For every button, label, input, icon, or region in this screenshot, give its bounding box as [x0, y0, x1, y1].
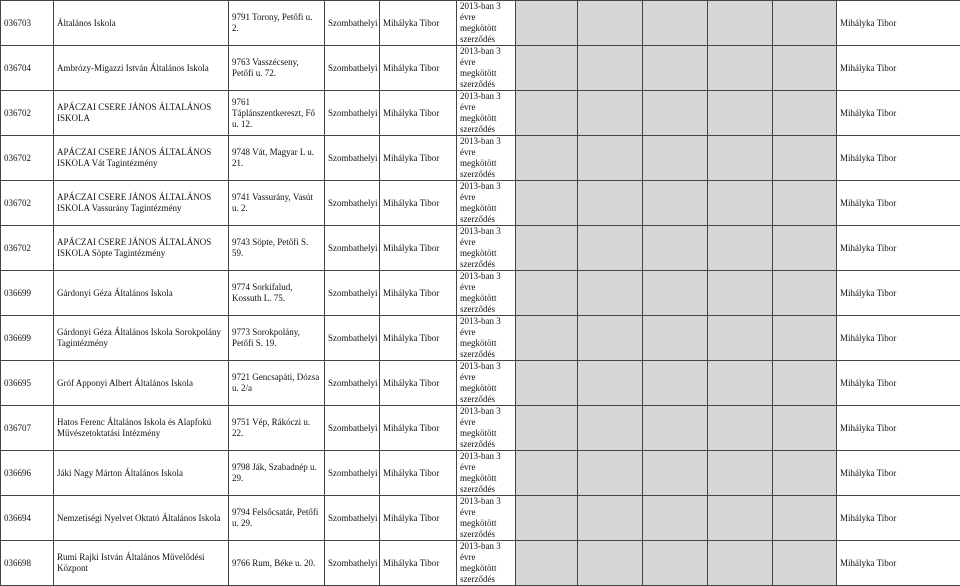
responsible-person-cell: Mihályka Tibor: [837, 226, 960, 271]
district-cell: Szombathelyi: [325, 91, 380, 136]
school-name-cell: Gárdonyi Géza Általános Iskola: [54, 271, 229, 316]
contract-cell: 2013-ban 3 évre megkötött szerződés: [457, 316, 516, 361]
table-row: [1, 226, 960, 271]
contact-person-cell: Mihályka Tibor: [380, 226, 457, 271]
contact-person-cell: Mihályka Tibor: [380, 496, 457, 541]
responsible-person-cell: Mihályka Tibor: [837, 361, 960, 406]
empty-shaded-cell: [578, 496, 643, 541]
empty-shaded-cell: [708, 1, 773, 46]
empty-shaded-cell: [643, 226, 708, 271]
empty-shaded-cell: [643, 91, 708, 136]
district-cell: Szombathelyi: [325, 361, 380, 406]
empty-shaded-cell: [516, 1, 578, 46]
empty-shaded-cell: [516, 316, 578, 361]
contact-person-cell: Mihályka Tibor: [380, 451, 457, 496]
address-cell: 9721 Gencsapáti, Dózsa u. 2/a: [229, 361, 325, 406]
address-cell: 9763 Vasszécseny, Petőfi u. 72.: [229, 46, 325, 91]
responsible-person-cell: Mihályka Tibor: [837, 136, 960, 181]
school-id-cell: 036703: [1, 1, 54, 46]
responsible-person-cell: Mihályka Tibor: [837, 496, 960, 541]
school-name-cell: Jáki Nagy Márton Általános Iskola: [54, 451, 229, 496]
contract-cell: 2013-ban 3 évre megkötött szerződés: [457, 46, 516, 91]
contact-person-cell: Mihályka Tibor: [380, 91, 457, 136]
district-cell: Szombathelyi: [325, 136, 380, 181]
empty-shaded-cell: [516, 541, 578, 586]
school-name-cell: Rumi Rajki István Általános Művelődési Központ: [54, 541, 229, 586]
table-row: [1, 496, 960, 541]
address-cell: 9761 Táplánszentkereszt, Fő u. 12.: [229, 91, 325, 136]
school-id-cell: 036707: [1, 406, 54, 451]
school-name-cell: APÁCZAI CSERE JÁNOS ÁLTALÁNOS ISKOLA: [54, 91, 229, 136]
address-cell: 9774 Sorkifalud, Kossuth L. 75.: [229, 271, 325, 316]
empty-shaded-cell: [773, 316, 837, 361]
empty-shaded-cell: [708, 226, 773, 271]
school-name-cell: Nemzetiségi Nyelvet Oktató Általános Iskola: [54, 496, 229, 541]
empty-shaded-cell: [643, 406, 708, 451]
responsible-person-cell: Mihályka Tibor: [837, 406, 960, 451]
empty-shaded-cell: [708, 406, 773, 451]
empty-shaded-cell: [773, 226, 837, 271]
table-row: [1, 91, 960, 136]
table-row: [1, 316, 960, 361]
school-id-cell: 036702: [1, 136, 54, 181]
district-cell: Szombathelyi: [325, 271, 380, 316]
empty-shaded-cell: [708, 496, 773, 541]
contact-person-cell: Mihályka Tibor: [380, 271, 457, 316]
empty-shaded-cell: [643, 181, 708, 226]
empty-shaded-cell: [578, 46, 643, 91]
empty-shaded-cell: [516, 271, 578, 316]
empty-shaded-cell: [643, 271, 708, 316]
empty-shaded-cell: [708, 451, 773, 496]
empty-shaded-cell: [773, 181, 837, 226]
responsible-person-cell: Mihályka Tibor: [837, 181, 960, 226]
empty-shaded-cell: [773, 406, 837, 451]
responsible-person-cell: Mihályka Tibor: [837, 316, 960, 361]
responsible-person-cell: Mihályka Tibor: [837, 46, 960, 91]
school-name-cell: APÁCZAI CSERE JÁNOS ÁLTALÁNOS ISKOLA Vát Tagintézmény: [54, 136, 229, 181]
empty-shaded-cell: [516, 91, 578, 136]
empty-shaded-cell: [773, 46, 837, 91]
empty-shaded-cell: [708, 46, 773, 91]
table-row: [1, 181, 960, 226]
table-row: [1, 46, 960, 91]
empty-shaded-cell: [773, 136, 837, 181]
responsible-person-cell: Mihályka Tibor: [837, 541, 960, 586]
empty-shaded-cell: [773, 1, 837, 46]
school-id-cell: 036695: [1, 361, 54, 406]
empty-shaded-cell: [516, 46, 578, 91]
address-cell: 9773 Sorokpolány, Petőfi S. 19.: [229, 316, 325, 361]
table-row: [1, 541, 960, 586]
empty-shaded-cell: [643, 136, 708, 181]
district-cell: Szombathelyi: [325, 181, 380, 226]
empty-shaded-cell: [708, 316, 773, 361]
address-cell: 9748 Vát, Magyar L u. 21.: [229, 136, 325, 181]
responsible-person-cell: Mihályka Tibor: [837, 451, 960, 496]
district-cell: Szombathelyi: [325, 316, 380, 361]
empty-shaded-cell: [643, 496, 708, 541]
contact-person-cell: Mihályka Tibor: [380, 361, 457, 406]
empty-shaded-cell: [578, 181, 643, 226]
contact-person-cell: Mihályka Tibor: [380, 541, 457, 586]
school-name-cell: Hatos Ferenc Általános Iskola és Alapfokú Művészetoktatási Intézmény: [54, 406, 229, 451]
contract-cell: 2013-ban 3 évre megkötött szerződés: [457, 181, 516, 226]
school-name-cell: Általános Iskola: [54, 1, 229, 46]
empty-shaded-cell: [516, 406, 578, 451]
empty-shaded-cell: [578, 316, 643, 361]
empty-shaded-cell: [578, 541, 643, 586]
district-cell: Szombathelyi: [325, 1, 380, 46]
school-id-cell: 036698: [1, 541, 54, 586]
contract-cell: 2013-ban 3 évre megkötött szerződés: [457, 1, 516, 46]
school-id-cell: 036704: [1, 46, 54, 91]
empty-shaded-cell: [708, 181, 773, 226]
district-cell: Szombathelyi: [325, 406, 380, 451]
school-id-cell: 036702: [1, 91, 54, 136]
empty-shaded-cell: [578, 91, 643, 136]
address-cell: 9751 Vép, Rákóczi u. 22.: [229, 406, 325, 451]
empty-shaded-cell: [643, 361, 708, 406]
school-name-cell: Gróf Apponyi Albert Általános Iskola: [54, 361, 229, 406]
contact-person-cell: Mihályka Tibor: [380, 1, 457, 46]
school-id-cell: 036702: [1, 226, 54, 271]
empty-shaded-cell: [773, 91, 837, 136]
contact-person-cell: Mihályka Tibor: [380, 316, 457, 361]
empty-shaded-cell: [578, 136, 643, 181]
empty-shaded-cell: [578, 226, 643, 271]
address-cell: 9741 Vassurány, Vasút u. 2.: [229, 181, 325, 226]
contact-person-cell: Mihályka Tibor: [380, 46, 457, 91]
contract-cell: 2013-ban 3 évre megkötött szerződés: [457, 406, 516, 451]
district-cell: Szombathelyi: [325, 451, 380, 496]
contract-cell: 2013-ban 3 évre megkötött szerződés: [457, 271, 516, 316]
responsible-person-cell: Mihályka Tibor: [837, 271, 960, 316]
empty-shaded-cell: [643, 316, 708, 361]
empty-shaded-cell: [516, 181, 578, 226]
table-row: [1, 406, 960, 451]
empty-shaded-cell: [708, 136, 773, 181]
contact-person-cell: Mihályka Tibor: [380, 136, 457, 181]
contract-cell: 2013-ban 3 évre megkötött szerződés: [457, 451, 516, 496]
contract-cell: 2013-ban 3 évre megkötött szerződés: [457, 91, 516, 136]
empty-shaded-cell: [578, 451, 643, 496]
empty-shaded-cell: [708, 361, 773, 406]
district-cell: Szombathelyi: [325, 496, 380, 541]
empty-shaded-cell: [773, 496, 837, 541]
school-id-cell: 036694: [1, 496, 54, 541]
empty-shaded-cell: [643, 1, 708, 46]
empty-shaded-cell: [773, 271, 837, 316]
school-id-cell: 036699: [1, 316, 54, 361]
table-row: [1, 451, 960, 496]
district-cell: Szombathelyi: [325, 226, 380, 271]
empty-shaded-cell: [643, 451, 708, 496]
contract-cell: 2013-ban 3 évre megkötött szerződés: [457, 361, 516, 406]
empty-shaded-cell: [516, 226, 578, 271]
school-id-cell: 036696: [1, 451, 54, 496]
school-name-cell: APÁCZAI CSERE JÁNOS ÁLTALÁNOS ISKOLA Vassurány Tagintézmény: [54, 181, 229, 226]
district-cell: Szombathelyi: [325, 46, 380, 91]
empty-shaded-cell: [578, 1, 643, 46]
empty-shaded-cell: [516, 361, 578, 406]
table-row: [1, 1, 960, 46]
address-cell: 9798 Ják, Szabadnép u. 29.: [229, 451, 325, 496]
contact-person-cell: Mihályka Tibor: [380, 406, 457, 451]
empty-shaded-cell: [773, 541, 837, 586]
empty-shaded-cell: [708, 541, 773, 586]
address-cell: 9743 Söpte, Petőfi S. 59.: [229, 226, 325, 271]
address-cell: 9791 Torony, Petőfi u. 2.: [229, 1, 325, 46]
table-body: [1, 1, 960, 586]
empty-shaded-cell: [708, 271, 773, 316]
table-row: [1, 271, 960, 316]
empty-shaded-cell: [578, 271, 643, 316]
school-name-cell: APÁCZAI CSERE JÁNOS ÁLTALÁNOS ISKOLA Söpte Tagintézmény: [54, 226, 229, 271]
empty-shaded-cell: [773, 361, 837, 406]
contract-cell: 2013-ban 3 évre megkötött szerződés: [457, 541, 516, 586]
responsible-person-cell: Mihályka Tibor: [837, 91, 960, 136]
empty-shaded-cell: [643, 46, 708, 91]
responsible-person-cell: Mihályka Tibor: [837, 1, 960, 46]
empty-shaded-cell: [516, 496, 578, 541]
empty-shaded-cell: [773, 451, 837, 496]
contract-cell: 2013-ban 3 évre megkötött szerződés: [457, 496, 516, 541]
empty-shaded-cell: [578, 361, 643, 406]
empty-shaded-cell: [708, 91, 773, 136]
table-row: [1, 361, 960, 406]
school-name-cell: Ambrózy-Migazzi István Általános Iskola: [54, 46, 229, 91]
contract-cell: 2013-ban 3 évre megkötött szerződés: [457, 136, 516, 181]
empty-shaded-cell: [516, 136, 578, 181]
empty-shaded-cell: [643, 541, 708, 586]
contract-cell: 2013-ban 3 évre megkötött szerződés: [457, 226, 516, 271]
empty-shaded-cell: [516, 451, 578, 496]
school-name-cell: Gárdonyi Géza Általános Iskola Sorokpolány Tagintézmény: [54, 316, 229, 361]
school-id-cell: 036699: [1, 271, 54, 316]
contact-person-cell: Mihályka Tibor: [380, 181, 457, 226]
school-id-cell: 036702: [1, 181, 54, 226]
address-cell: 9794 Felsőcsatár, Petőfi u. 29.: [229, 496, 325, 541]
empty-shaded-cell: [578, 406, 643, 451]
table-row: [1, 136, 960, 181]
address-cell: 9766 Rum, Béke u. 20.: [229, 541, 325, 586]
district-cell: Szombathelyi: [325, 541, 380, 586]
